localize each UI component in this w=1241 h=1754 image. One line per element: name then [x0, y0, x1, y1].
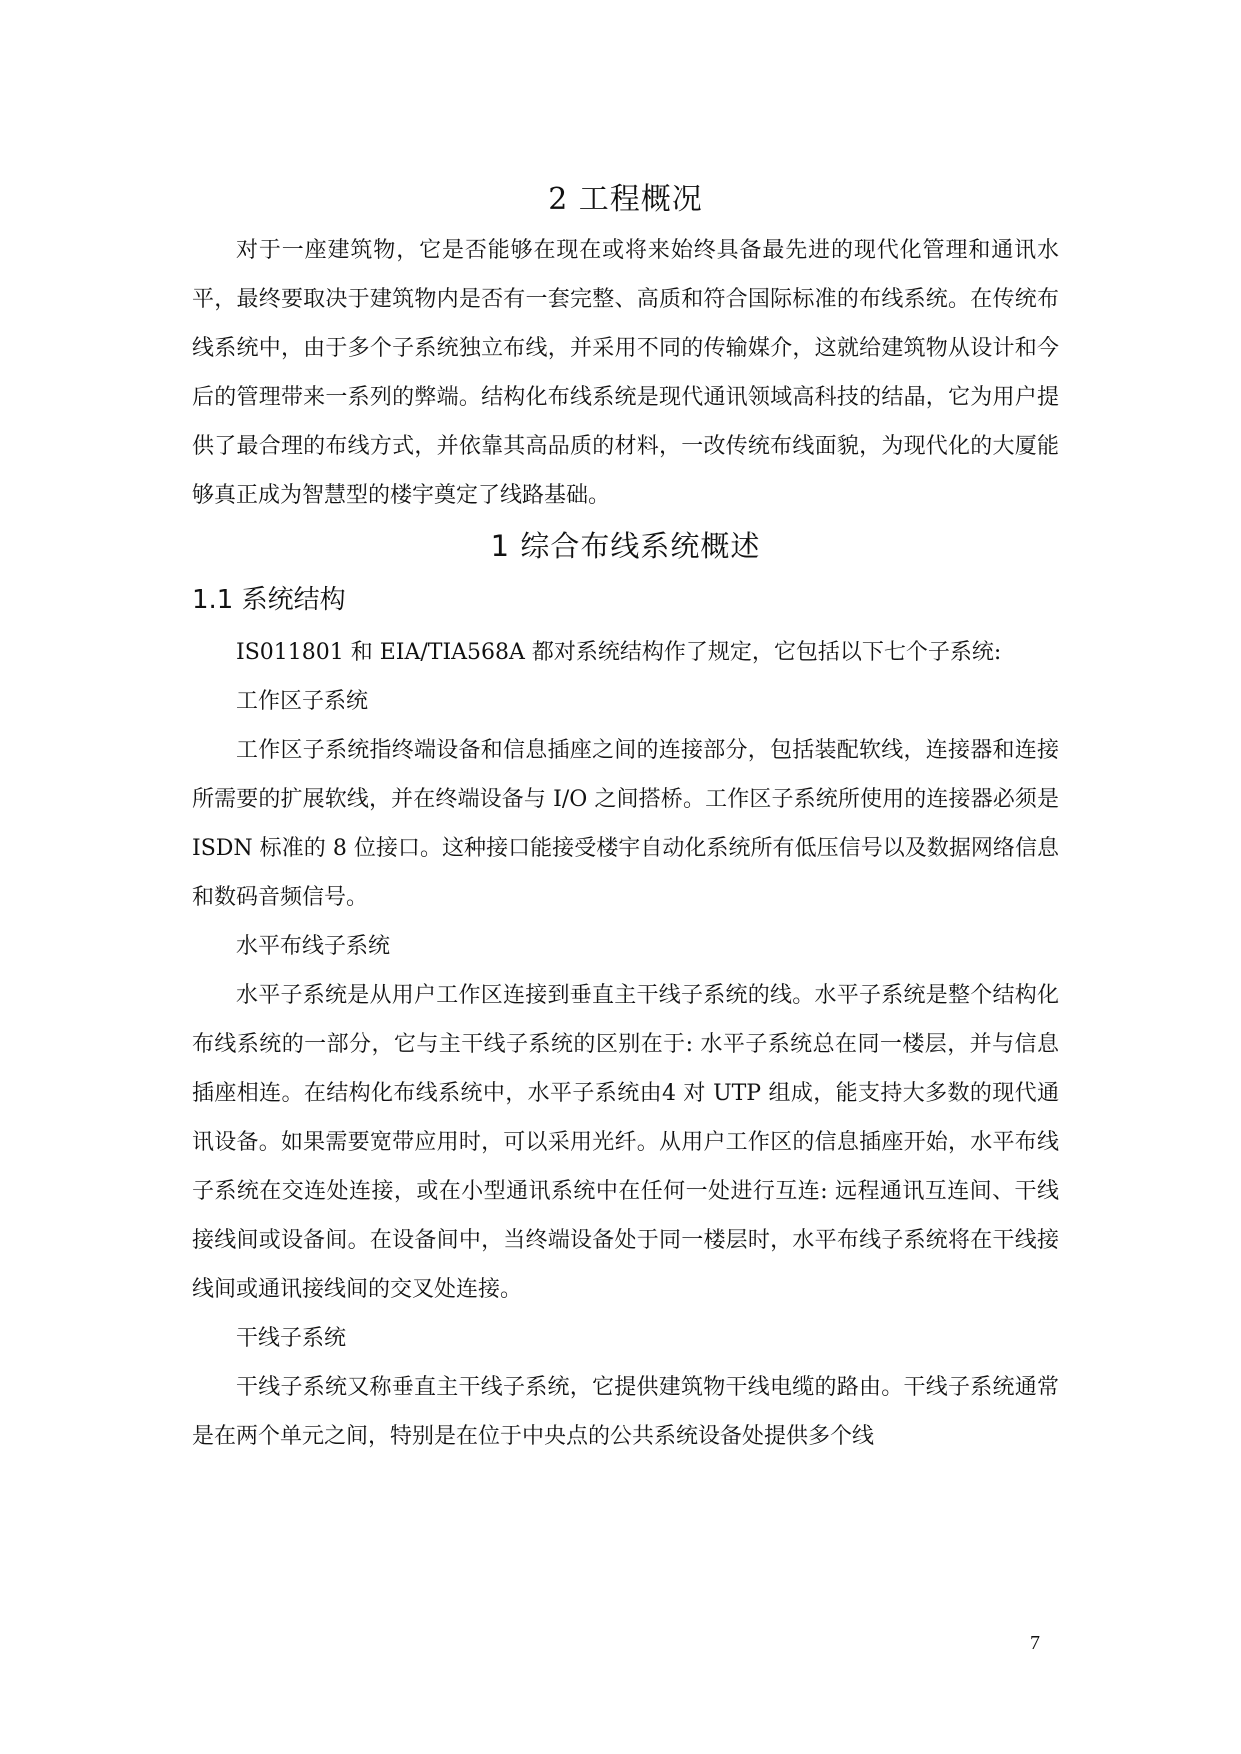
- work-area-heading: 工作区子系统: [236, 689, 369, 714]
- chapter-2-title: 2 工程概况: [548, 182, 703, 217]
- chapter-1-title: 1 综合布线系统概述: [490, 529, 761, 563]
- section-1-1-title: 1.1 系统结构: [192, 585, 346, 615]
- backbone-heading: 干线子系统: [236, 1326, 347, 1351]
- backbone-paragraph: 干线子系统又称垂直主干线子系统，它提供建筑物干线电缆的路由。干线子系统通常是在两个单元之间，特别是在位于中央点的公共系统设备处提供多个线: [192, 1375, 1059, 1449]
- horizontal-heading: 水平布线子系统: [236, 934, 391, 959]
- page-number: 7: [1030, 1632, 1040, 1654]
- horizontal-paragraph: 水平子系统是从用户工作区连接到垂直主干线子系统的线。水平子系统是整个结构化布线系统的一部分，它与主干线子系统的区别在于: 水平子系统总在同一楼层，并与信息插座相连。在结构化布线系统中，水平子系统由4 对 UTP 组成，能支持大多数的现代通讯设备。如果需要宽带应用时，可以采用光纤。从用户工作区的信息插座开始，水平布线子系统在交连处连接，或在小型通讯系统中在任何一处进行互连: 远程通讯互连间、干线接线间或设备间。在设备间中，当终端设备处于同一楼层时，水平布线子系统将在干线接线间或通讯接线间的交叉处连接。: [192, 983, 1059, 1302]
- section-intro-paragraph: IS011801 和 EIA/TIA568A 都对系统结构作了规定，它包括以下七个子系统:: [236, 640, 1002, 665]
- chapter-2-paragraph: 对于一座建筑物，它是否能够在现在或将来始终具备最先进的现代化管理和通讯水平，最终要取决于建筑物内是否有一套完整、高质和符合国际标准的布线系统。在传统布线系统中，由于多个子系统独立布线，并采用不同的传输媒介，这就给建筑物从设计和今后的管理带来一系列的弊端。结构化布线系统是现代通讯领域高科技的结晶，它为用户提供了最合理的布线方式，并依靠其高品质的材料，一改传统布线面貌，为现代化的大厦能够真正成为智慧型的楼宇奠定了线路基础。: [192, 238, 1059, 508]
- page-content: [192, 178, 1059, 1461]
- work-area-paragraph: 工作区子系统指终端设备和信息插座之间的连接部分，包括装配软线，连接器和连接所需要的扩展软线，并在终端设备与 I/O 之间搭桥。工作区子系统所使用的连接器必须是 ISDN 标准的 8 位接口。这种接口能接受楼宇自动化系统所有低压信号以及数据网络信息和数码音频信号。: [192, 738, 1059, 910]
